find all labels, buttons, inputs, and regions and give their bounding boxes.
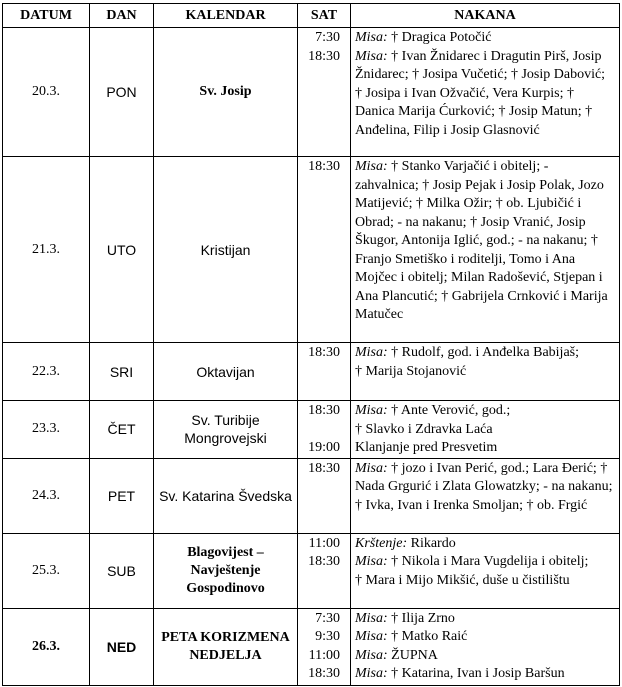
datum-cell: 25.3. (3, 533, 90, 608)
intention-text: † Slavko i Zdravka Laća (355, 421, 493, 437)
header-dan: DAN (90, 4, 154, 28)
dan-cell: NED (90, 608, 154, 685)
table-row (3, 458, 620, 533)
nakana-cell (351, 28, 620, 157)
intention-text: † Nikola i Mara Vugdelija i obitelj; (387, 554, 589, 569)
time: 11:00 (308, 535, 340, 551)
table-row (3, 343, 620, 401)
intention-label: Misa: (355, 159, 388, 174)
header-nakana: NAKANA (351, 4, 620, 28)
nakana-cell (351, 157, 620, 343)
intention-text: † Katarina, Ivan i Josip Baršun (387, 666, 565, 681)
intention-text: † Matko Raić (387, 629, 468, 644)
nakana-cell (351, 533, 620, 608)
kalendar-cell: Sv. Josip (154, 28, 298, 157)
datum-cell: 21.3. (3, 157, 90, 343)
dan-cell: PET (90, 458, 154, 533)
table-row (3, 157, 620, 343)
mass-schedule-table (2, 3, 620, 686)
sat-cell (298, 157, 351, 343)
table-row (3, 533, 620, 608)
header-datum: DATUM (3, 4, 90, 28)
datum-cell: 26.3. (3, 608, 90, 685)
intention-label: Misa: (355, 48, 388, 64)
intention-text: † Ante Verović, god.; (387, 403, 511, 418)
sat-cell (298, 401, 351, 459)
time: 18:30 (308, 403, 340, 418)
datum-cell: 24.3. (3, 458, 90, 533)
table-row (3, 28, 620, 157)
table-row (3, 401, 620, 459)
sat-cell (298, 533, 351, 608)
header-sat: SAT (298, 4, 351, 28)
intention-label: Misa: (355, 554, 388, 569)
time: 18:30 (308, 460, 340, 476)
time: 19:00 (308, 440, 340, 455)
intention-text: † Dragica Potočić (387, 30, 492, 45)
time: 7:30 (315, 610, 340, 626)
header-kalendar: KALENDAR (154, 4, 298, 28)
intention-label: Misa: (355, 345, 388, 360)
sat-cell (298, 343, 351, 401)
dan-cell: UTO (90, 157, 154, 343)
time: 18:30 (308, 159, 340, 174)
header-row (3, 4, 620, 28)
dan-cell: PON (90, 28, 154, 157)
sat-cell (298, 458, 351, 533)
nakana-cell (351, 458, 620, 533)
nakana-cell (351, 401, 620, 459)
kalendar-cell: Oktavijan (154, 343, 298, 401)
time: 18:30 (308, 666, 340, 681)
time: 11:00 (308, 647, 340, 663)
intention-text: † Stanko Varjačić i obitelj; - zahvalnica; † Josip Pejak i Josip Polak, Jozo Matijević; † Milka Ožir; † ob. Ljubičić i Obrad; - na nakanu; † Josip Vranić, Josip Škugor, Antonija Iglić, god.; - na nakanu; † Franjo Smetiško i roditelji, Tomo i Ana Mojčec i obitelj; Milan Radošević, Stjepan i Ana Plancutić; † Gabrijela Crnković i Marija Matučec (355, 159, 608, 322)
nakana-cell (351, 343, 620, 401)
time: 7:30 (315, 30, 340, 45)
time: 9:30 (315, 629, 340, 644)
sat-cell (298, 28, 351, 157)
dan-cell: SUB (90, 533, 154, 608)
intention-text: † Rudolf, god. i Anđelka Babijaš; (387, 345, 579, 360)
intention-label: Misa: (355, 460, 388, 476)
kalendar-cell: PETA KORIZMENA NEDJELJA (154, 608, 298, 685)
dan-cell: ČET (90, 401, 154, 459)
intention-label: Misa: (355, 30, 388, 45)
intention-text: † Ivan Žnidarec i Dragutin Pirš, Josip Žnidarec; † Josipa Vučetić; † Josip Dabović; † Josipa i Ivan Ožvačić, Vera Kurpis; † Danica Marija Ćurković; † Josip Matun; † Anđelina, Filip i Josip Glasnović (355, 48, 606, 138)
intention-label: Misa: (355, 666, 388, 681)
time-gap (298, 421, 340, 440)
kalendar-cell: Sv. Katarina Švedska (154, 458, 298, 533)
intention-text: ŽUPNA (387, 647, 438, 663)
time: 18:30 (308, 48, 340, 64)
intention-text: † Ilija Zrno (387, 610, 455, 626)
intention-text: † Mara i Mijo Mikšić, duše u čistilištu (355, 572, 570, 588)
dan-cell: SRI (90, 343, 154, 401)
intention-label: Misa: (355, 647, 388, 663)
intention-label: Misa: (355, 610, 388, 626)
nakana-cell (351, 608, 620, 685)
kalendar-cell: Kristijan (154, 157, 298, 343)
datum-cell: 23.3. (3, 401, 90, 459)
intention-label: Misa: (355, 403, 388, 418)
intention-text: Rikardo (407, 535, 456, 551)
intention-text: Klanjanje pred Presvetim (355, 440, 498, 455)
time: 18:30 (308, 345, 340, 360)
time: 18:30 (308, 554, 340, 569)
table-row (3, 608, 620, 685)
intention-label: Misa: (355, 629, 388, 644)
datum-cell: 20.3. (3, 28, 90, 157)
intention-text: † Marija Stojanović (355, 363, 467, 379)
datum-cell: 22.3. (3, 343, 90, 401)
intention-label: Krštenje: (355, 535, 408, 551)
kalendar-cell: Blagovijest – Navještenje Gospodinovo (154, 533, 298, 608)
intention-text: † jozo i Ivan Perić, god.; Lara Đerić; † Nada Grgurić i Zlata Glowatzky; - na nakanu; † Ivka, Ivan i Irenka Smoljan; † ob. Frgić (355, 460, 613, 513)
kalendar-cell: Sv. Turibije Mongrovejski (154, 401, 298, 459)
sat-cell (298, 608, 351, 685)
